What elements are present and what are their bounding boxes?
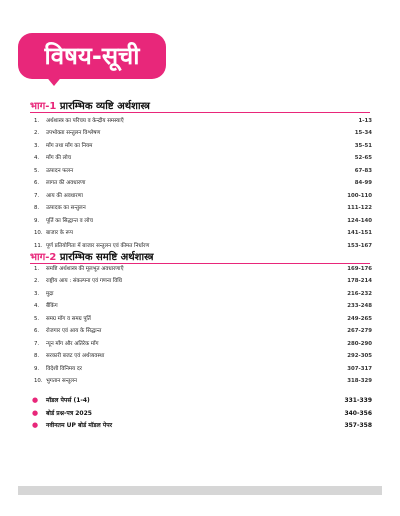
chapter-title: उत्पादक का सन्तुलन — [46, 205, 86, 212]
chapter-number: 10. — [34, 378, 43, 385]
chapter-pages: 141-151 — [347, 230, 372, 237]
toc-row[interactable] — [30, 216, 372, 226]
toc-row[interactable] — [30, 191, 372, 201]
chapter-title: आय की अवधारणा — [46, 192, 83, 199]
part-heading — [30, 98, 150, 112]
toc-row[interactable] — [30, 276, 372, 286]
toc-row[interactable] — [30, 314, 372, 324]
extra-pages: 340-356 — [344, 409, 372, 417]
part-title: प्रारम्भिक व्यष्टि अर्थशास्त्र — [59, 101, 150, 112]
chapter-number: 1. — [34, 118, 40, 124]
toc-row[interactable] — [30, 178, 372, 188]
chapter-number: 3. — [34, 290, 40, 297]
chapter-title: उत्पादन फलन — [46, 167, 74, 174]
chapter-number: 7. — [34, 192, 40, 199]
chapter-number: 2. — [34, 130, 40, 137]
chapter-title: उपभोक्ता सन्तुलन विश्लेषण — [46, 130, 101, 137]
chapter-pages: 67-83 — [354, 167, 372, 174]
extra-title: मॉडल पेपर्स (1-4) — [46, 397, 90, 404]
toc-row[interactable] — [30, 203, 372, 213]
part-title: प्रारम्भिक समष्टि अर्थशास्त्र — [59, 252, 154, 263]
chapter-pages: 52-65 — [354, 155, 372, 162]
chapter-title: लागत की अवधारणा — [46, 180, 86, 187]
toc-row[interactable] — [30, 351, 372, 361]
toc-extra-row[interactable] — [30, 408, 372, 419]
chapter-title: भुगतान सन्तुलन — [46, 378, 78, 385]
chapter-pages: 100-110 — [347, 192, 372, 199]
chapter-pages: 292-305 — [347, 353, 372, 360]
chapter-number: 6. — [34, 180, 40, 187]
chapter-pages: 249-265 — [347, 315, 372, 322]
footer-bar — [18, 486, 382, 495]
chapter-number: 9. — [34, 217, 40, 224]
chapter-pages: 267-279 — [347, 328, 372, 335]
bullet-icon: ● — [32, 421, 39, 429]
chapter-number: 5. — [34, 167, 40, 174]
toc-row[interactable] — [30, 128, 372, 138]
chapter-number: 2. — [34, 278, 40, 285]
chapter-pages: 318-329 — [347, 378, 372, 385]
chapter-pages: 216-232 — [347, 290, 372, 297]
chapter-pages: 35-51 — [354, 142, 372, 149]
toc-row[interactable] — [30, 339, 372, 349]
chapter-number: 5. — [34, 315, 40, 322]
bullet-icon: ● — [32, 408, 39, 417]
chapter-number: 8. — [34, 353, 40, 360]
bullet-icon: ● — [32, 396, 39, 404]
extra-pages: 331-339 — [344, 397, 372, 404]
toc-row[interactable] — [30, 116, 372, 126]
chapter-number: 8. — [34, 205, 40, 212]
chapter-pages: 280-290 — [347, 340, 372, 347]
extra-title: नवीनतम UP बोर्ड मॉडल पेपर — [46, 422, 113, 429]
chapter-title: राष्ट्रीय आय : संकल्पना एवं गणना विधि — [46, 278, 122, 285]
chapter-number: 7. — [34, 340, 40, 347]
part-label: भाग-1 — [30, 101, 57, 112]
chapter-number: 10. — [34, 230, 43, 237]
chapter-number: 11. — [34, 242, 43, 249]
toc-row[interactable] — [30, 141, 372, 151]
chapter-title: पूर्ति का सिद्धान्त व लोच — [46, 217, 93, 224]
chapter-pages: 124-140 — [347, 217, 372, 224]
part-label: भाग-2 — [30, 252, 57, 263]
toc-row[interactable] — [30, 228, 372, 238]
toc-extra-row[interactable] — [30, 395, 372, 406]
toc-row[interactable] — [30, 326, 372, 336]
chapter-pages: 111-122 — [347, 205, 372, 212]
chapter-title: न्यून माँग और अतिरेक माँग — [46, 340, 99, 347]
chapter-title: माँग तथा माँग का नियम — [46, 142, 93, 149]
chapter-number: 4. — [34, 155, 40, 162]
chapter-pages: 15-34 — [354, 130, 372, 137]
chapter-pages: 1-13 — [358, 118, 372, 124]
chapter-title: बैंकिंग — [46, 303, 58, 310]
toc-row[interactable] — [30, 166, 372, 176]
chapter-title: सरकारी बजट एवं अर्थव्यवस्था — [46, 353, 105, 360]
chapter-pages: 307-317 — [347, 365, 372, 372]
chapter-title: माँग की लोच — [46, 155, 72, 162]
chapter-title: समष्टि अर्थशास्त्र की मूलभूत अवधारणाएँ — [46, 266, 124, 272]
toc-row[interactable] — [30, 289, 372, 299]
chapter-title: रोजगार एवं आय के सिद्धान्त — [46, 328, 102, 335]
chapter-number: 3. — [34, 142, 40, 149]
chapter-number: 1. — [34, 266, 40, 272]
toc-row[interactable] — [30, 264, 372, 274]
extra-title: बोर्ड प्रश्न-पत्र 2025 — [46, 409, 92, 417]
chapter-number: 4. — [34, 303, 40, 310]
chapter-title: समग्र माँग व समग्र पूर्ति — [46, 315, 91, 322]
toc-row[interactable] — [30, 376, 372, 386]
chapter-title: अर्थशास्त्र का परिचय व केन्द्रीय समस्याएँ — [46, 118, 124, 124]
chapter-pages: 233-248 — [347, 303, 372, 310]
chapter-title: मुद्रा — [46, 290, 54, 297]
toc-row[interactable] — [30, 364, 372, 374]
chapter-pages: 153-167 — [347, 242, 372, 249]
chapter-pages: 84-99 — [354, 180, 372, 187]
chapter-number: 6. — [34, 328, 40, 335]
chapter-title: पूर्ण प्रतियोगिता में बाजार सन्तुलन एवं कीमत निर्धारण — [46, 242, 150, 249]
extra-pages: 357-358 — [344, 422, 372, 429]
chapter-pages: 178-214 — [347, 278, 372, 285]
page-title: विषय-सूची — [44, 42, 140, 70]
toc-row[interactable] — [30, 153, 372, 163]
chapter-number: 9. — [34, 365, 40, 372]
toc-row[interactable] — [30, 301, 372, 311]
toc-extra-row[interactable] — [30, 420, 372, 431]
chapter-pages: 169-176 — [347, 266, 372, 272]
part-heading — [30, 249, 153, 263]
chapter-title: विदेशी विनिमय दर — [46, 365, 82, 372]
chapter-title: बाजार के रूप — [46, 230, 73, 237]
part-divider — [30, 112, 370, 113]
